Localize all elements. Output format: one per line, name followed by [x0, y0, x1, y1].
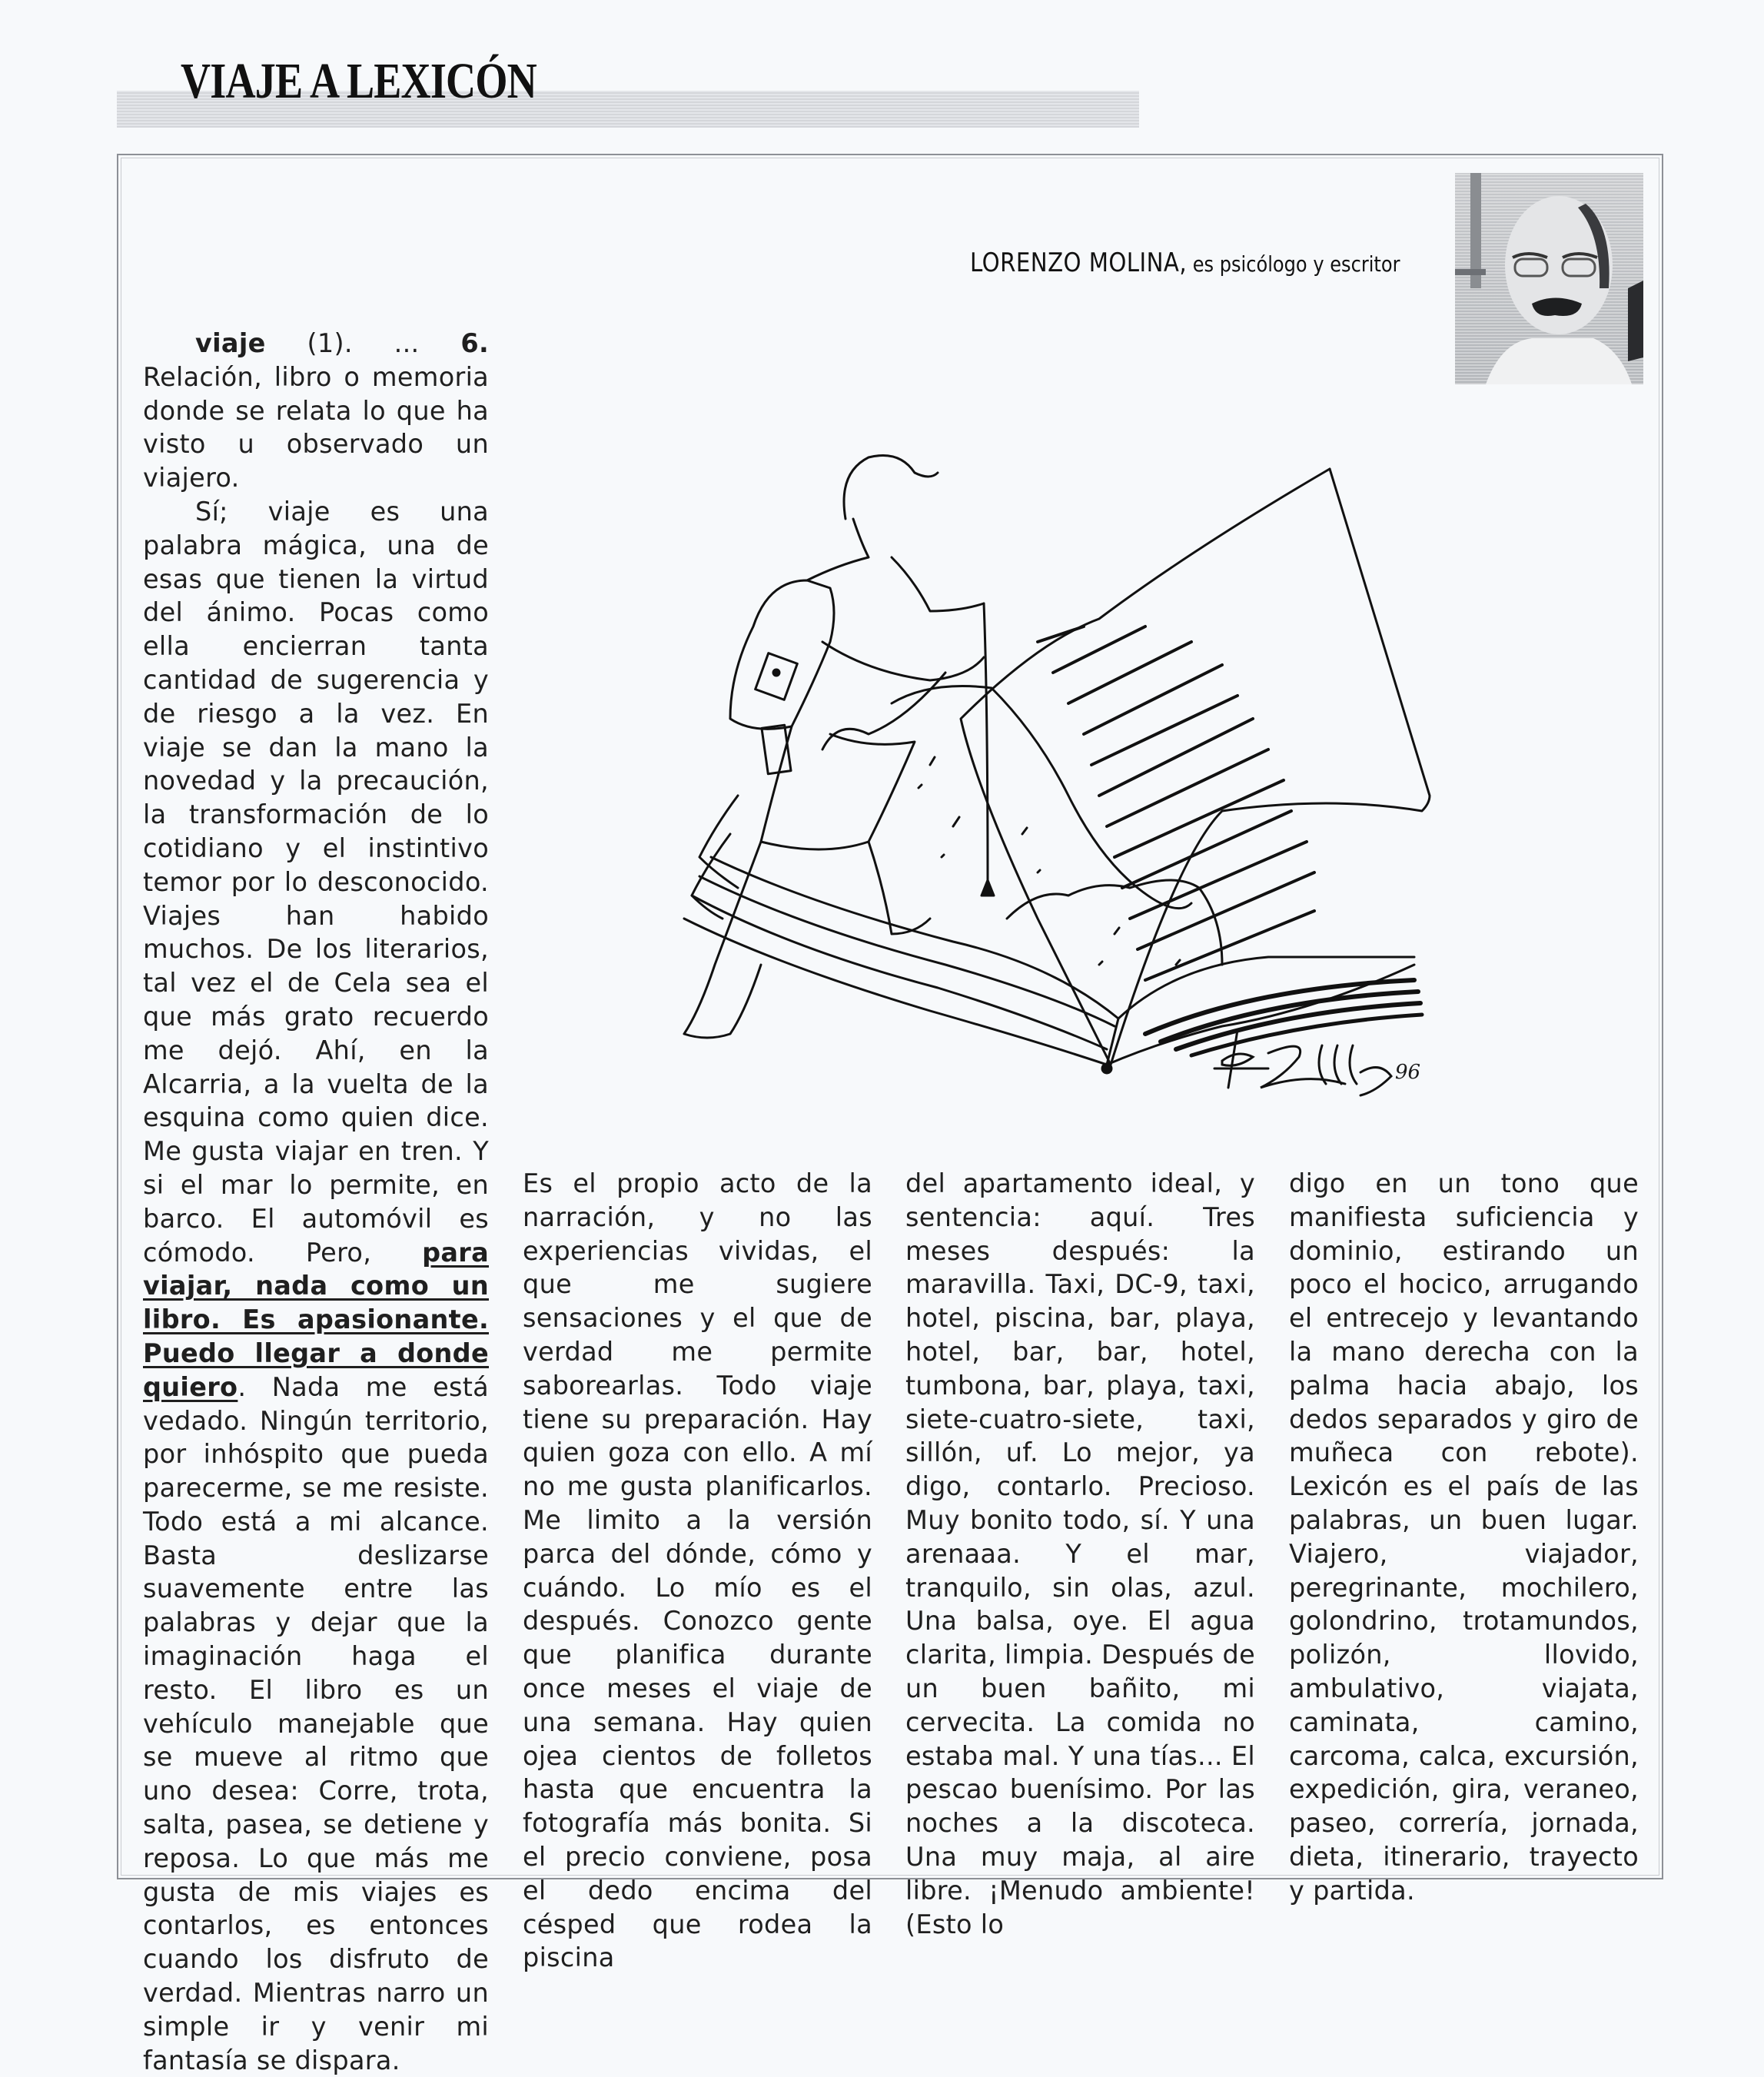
- highlighted-quote: para viajar, nada como un libro. Es apasionante. Puedo llegar a donde quiero: [143, 1237, 489, 1402]
- author-description: es psicólogo y escritor: [1192, 251, 1400, 277]
- paragraph-1-start: Sí; viaje es una palabra mágica, una de esas que tienen la virtud del ánimo. Pocas como ella encierran tanta cantidad de sugerencia y de riesgo a la vez. En viaje se dan la mano la novedad y la precaución, la transformación de lo cotidiano y el instintivo temor por lo desconocido. Viajes han habido muchos. De los literarios, tal vez el de Cela sea el que más grato recuerdo me dejó. Ahí, en la Alcarria, a la vuelta de la esquina como quien dice. Me gusta viajar en tren. Y si el mar lo permite, en barco. El automóvil es cómodo. Pero,: [143, 496, 489, 1268]
- headword: viaje: [195, 328, 266, 358]
- author-photo: [1455, 173, 1643, 384]
- article-column-2: [523, 1167, 872, 1975]
- sense-marker: (1). ...: [265, 328, 461, 358]
- hiker-book-illustration: [638, 427, 1437, 1088]
- hiker-icon: [684, 456, 994, 1038]
- author-name: LORENZO MOLINA,: [970, 248, 1188, 278]
- author-byline: [970, 248, 1400, 278]
- author-portrait-icon: [1455, 173, 1643, 384]
- book-page-icon: [961, 469, 1430, 1065]
- paragraph-1-end: . Nada me está vedado. Ningún territorio, por inhóspito que pueda parecerme, se me resiste. Todo está a mi alcance. Basta deslizarse suavemente entre las palabras y dejar que la imaginación haga el resto. El libro es un vehículo manejable que se mueve al ritmo que uno desea: Corre, trota, salta, pasea, se detiene y reposa. Lo que más me gusta de mis viajes es contarlos, es entonces cuando los disfruto de verdad. Mientras narro un simple ir y venir mi fantasía se dispara.: [143, 1371, 489, 2075]
- page-title: VIAJE A LEXICÓN: [181, 53, 537, 109]
- column-3-text: del apartamento ideal, y sentencia: aquí. Tres meses después: la maravilla. Taxi, DC-9, taxi, hotel, piscina, bar, playa, hotel, bar, bar, hotel, tumbona, bar, playa, taxi, siete-cuatro-siete, taxi, sillón, uf. Lo mejor, ya digo, contarlo. Precioso. Muy bonito todo, sí. Y una arenaaa. Y el mar, tranquilo, sin olas, azul. Una balsa, oye. El agua clarita, limpia. Después de un buen bañito, mi cervecita. La comida no estaba mal. Y una tías... El pescao buenísimo. Por las noches a la discoteca. Una muy maja, al aire libre. ¡Menudo ambiente! (Esto lo: [905, 1168, 1255, 1939]
- artist-signature: [1207, 1015, 1437, 1099]
- article-column-1: [143, 327, 489, 2077]
- definition-text: Relación, libro o memoria donde se relata lo que ha visto u observado un viajero.: [143, 361, 489, 493]
- signature-year: 96: [1395, 1061, 1421, 1084]
- paragraph-1: [143, 495, 489, 2077]
- article-column-4: [1289, 1167, 1639, 1908]
- column-2-text: Es el propio acto de la narración, y no las experiencias vividas, el que me sugiere sensaciones y el que de verdad me permite saborearlas. Todo viaje tiene su preparación. Hay quien goza con ello. A mí no me gusta planificarlos. Me limito a la versión parca del dónde, cómo y cuándo. Lo mío es el después. Conozco gente que planifica durante once meses el viaje de una semana. Hay quien ojea cientos de folletos hasta que encuentra la fotografía más bonita. Si el precio conviene, posa el dedo encima del césped que rodea la piscina: [523, 1168, 872, 1973]
- dictionary-definition: [143, 327, 489, 495]
- sense-number: 6.: [460, 328, 489, 358]
- article-column-3: [905, 1167, 1255, 1941]
- column-4-text: digo en un tono que manifiesta suficiencia y dominio, estirando un poco el hocico, arrugando el entrecejo y levantando la mano derecha con la palma hacia abajo, los dedos separados y giro de muñeca con rebote). Lexicón es el país de las palabras, un buen lugar. Viajero, viajador, peregrinante, mochilero, golondrino, trotamundos, polizón, llovido, ambulativo, viajata, caminata, camino, carcoma, calca, excursión, expedición, gira, veraneo, paseo, correría, jornada, dieta, itinerario, trayecto y partida.: [1289, 1168, 1639, 1906]
